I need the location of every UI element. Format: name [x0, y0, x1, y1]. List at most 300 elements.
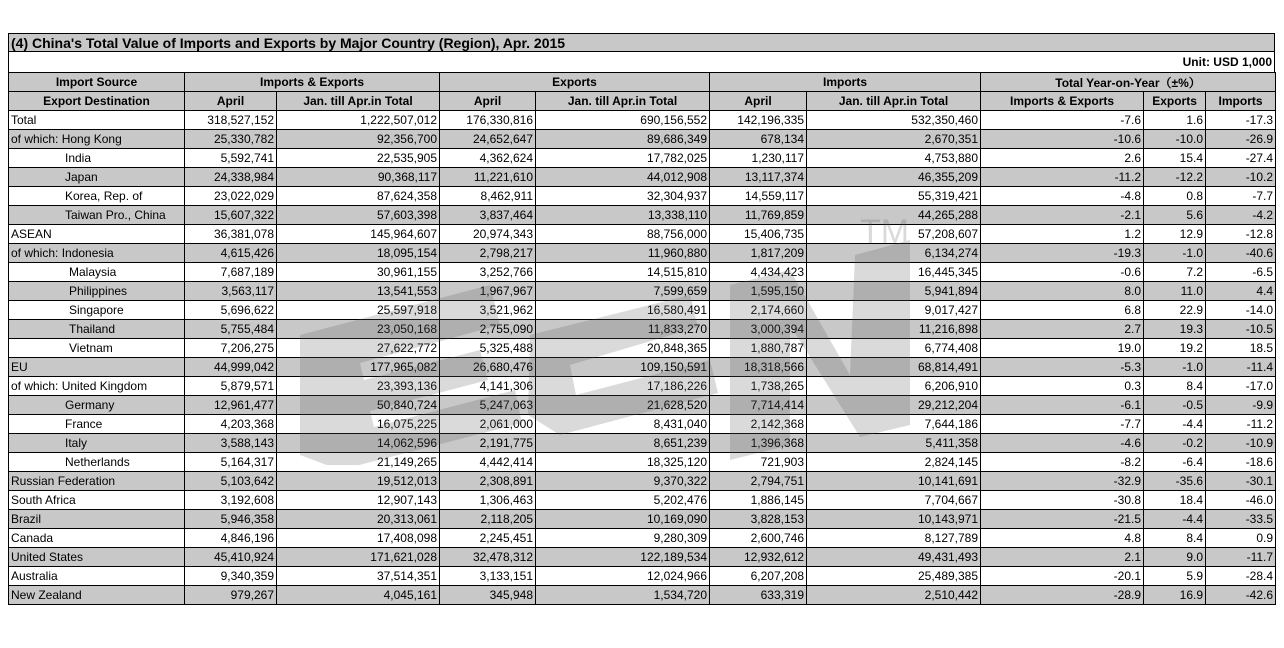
cell-ex-apr: 32,478,312 [440, 548, 536, 567]
cell-ie-tot: 145,964,607 [277, 225, 440, 244]
row-label: Australia [9, 567, 185, 586]
cell-im-tot: 2,670,351 [807, 130, 981, 149]
table-row [9, 339, 1276, 358]
cell-ie-tot: 12,907,143 [277, 491, 440, 510]
header-imports-exports: Imports & Exports [185, 73, 440, 92]
row-label: EU [9, 358, 185, 377]
cell-ie-tot: 1,222,507,012 [277, 111, 440, 130]
cell-y-im: -27.4 [1206, 149, 1276, 168]
cell-ex-tot: 690,156,552 [536, 111, 710, 130]
header-row-1 [9, 73, 1276, 92]
table-row [9, 529, 1276, 548]
cell-y-ex: -4.4 [1144, 510, 1206, 529]
cell-y-ie: 0.3 [981, 377, 1144, 396]
cell-y-ie: -28.9 [981, 586, 1144, 605]
cell-y-ie: -11.2 [981, 168, 1144, 187]
cell-ex-apr: 4,141,306 [440, 377, 536, 396]
cell-ex-apr: 2,118,205 [440, 510, 536, 529]
cell-y-ie: -2.1 [981, 206, 1144, 225]
cell-ex-tot: 88,756,000 [536, 225, 710, 244]
table-row [9, 149, 1276, 168]
cell-y-im: 4.4 [1206, 282, 1276, 301]
cell-im-apr: 1,880,787 [710, 339, 807, 358]
cell-y-im: -10.9 [1206, 434, 1276, 453]
cell-ie-apr: 5,879,571 [185, 377, 277, 396]
cell-ie-apr: 5,164,317 [185, 453, 277, 472]
watermark-tm: TM [860, 215, 910, 251]
table-row [9, 130, 1276, 149]
cell-im-apr: 11,769,859 [710, 206, 807, 225]
cell-y-ie: 6.8 [981, 301, 1144, 320]
cell-ie-tot: 16,075,225 [277, 415, 440, 434]
cell-ex-tot: 10,169,090 [536, 510, 710, 529]
cell-y-ex: 19.2 [1144, 339, 1206, 358]
header-yoy: Total Year-on-Year（±%） [981, 73, 1276, 92]
cell-ex-tot: 122,189,534 [536, 548, 710, 567]
cell-im-tot: 7,704,667 [807, 491, 981, 510]
cell-y-ex: 22.9 [1144, 301, 1206, 320]
cell-y-im: -28.4 [1206, 567, 1276, 586]
row-label: Russian Federation [9, 472, 185, 491]
cell-ie-apr: 979,267 [185, 586, 277, 605]
cell-y-ie: 2.7 [981, 320, 1144, 339]
cell-y-ie: 2.1 [981, 548, 1144, 567]
cell-ie-apr: 4,203,368 [185, 415, 277, 434]
row-label: France [9, 415, 185, 434]
cell-y-ex: 9.0 [1144, 548, 1206, 567]
cell-ex-apr: 11,221,610 [440, 168, 536, 187]
cell-y-ie: -7.6 [981, 111, 1144, 130]
cell-ie-tot: 37,514,351 [277, 567, 440, 586]
cell-y-ie: -21.5 [981, 510, 1144, 529]
cell-ex-tot: 12,024,966 [536, 567, 710, 586]
cell-ie-tot: 23,393,136 [277, 377, 440, 396]
cell-ex-tot: 1,534,720 [536, 586, 710, 605]
cell-ex-apr: 3,252,766 [440, 263, 536, 282]
cell-y-im: -33.5 [1206, 510, 1276, 529]
cell-ex-tot: 16,580,491 [536, 301, 710, 320]
cell-y-ex: 1.6 [1144, 111, 1206, 130]
cell-ex-tot: 8,651,239 [536, 434, 710, 453]
cell-y-im: -11.4 [1206, 358, 1276, 377]
cell-y-ex: 0.8 [1144, 187, 1206, 206]
cell-im-apr: 1,738,265 [710, 377, 807, 396]
trade-table [8, 72, 1276, 605]
cell-ex-tot: 14,515,810 [536, 263, 710, 282]
cell-ie-apr: 7,687,189 [185, 263, 277, 282]
cell-im-tot: 5,941,894 [807, 282, 981, 301]
cell-ex-apr: 345,948 [440, 586, 536, 605]
cell-im-apr: 1,817,209 [710, 244, 807, 263]
cell-ex-apr: 5,325,488 [440, 339, 536, 358]
row-label: United States [9, 548, 185, 567]
header-row-2 [9, 92, 1276, 111]
cell-ie-apr: 23,022,029 [185, 187, 277, 206]
header-im-total: Jan. till Apr.in Total [807, 92, 981, 111]
cell-im-apr: 18,318,566 [710, 358, 807, 377]
table-body [9, 111, 1276, 605]
cell-y-ie: 19.0 [981, 339, 1144, 358]
cell-y-ie: 1.2 [981, 225, 1144, 244]
cell-y-ie: -20.1 [981, 567, 1144, 586]
cell-ie-apr: 318,527,152 [185, 111, 277, 130]
cell-ie-apr: 5,755,484 [185, 320, 277, 339]
table-row [9, 111, 1276, 130]
header-imports: Imports [710, 73, 981, 92]
cell-ie-apr: 5,103,642 [185, 472, 277, 491]
cell-y-ie: 4.8 [981, 529, 1144, 548]
cell-y-im: -12.8 [1206, 225, 1276, 244]
cell-y-ie: 2.6 [981, 149, 1144, 168]
header-ie-total: Jan. till Apr.in Total [277, 92, 440, 111]
row-label: South Africa [9, 491, 185, 510]
cell-im-tot: 10,141,691 [807, 472, 981, 491]
cell-im-tot: 16,445,345 [807, 263, 981, 282]
cell-ie-apr: 3,563,117 [185, 282, 277, 301]
unit-label: Unit: USD 1,000 [8, 52, 1275, 72]
cell-y-ex: 18.4 [1144, 491, 1206, 510]
row-label: Total [9, 111, 185, 130]
table-row [9, 244, 1276, 263]
cell-ie-tot: 23,050,168 [277, 320, 440, 339]
cell-im-tot: 6,134,274 [807, 244, 981, 263]
row-label: Germany [9, 396, 185, 415]
cell-im-tot: 2,510,442 [807, 586, 981, 605]
row-label: Taiwan Pro., China [9, 206, 185, 225]
cell-y-ex: -1.0 [1144, 358, 1206, 377]
table-row [9, 168, 1276, 187]
row-label: Philippines [9, 282, 185, 301]
row-label: ASEAN [9, 225, 185, 244]
cell-ex-tot: 32,304,937 [536, 187, 710, 206]
cell-ex-tot: 11,960,880 [536, 244, 710, 263]
cell-im-tot: 49,431,493 [807, 548, 981, 567]
cell-ie-tot: 90,368,117 [277, 168, 440, 187]
row-label: New Zealand [9, 586, 185, 605]
cell-im-apr: 1,396,368 [710, 434, 807, 453]
cell-im-apr: 2,174,660 [710, 301, 807, 320]
cell-im-tot: 2,824,145 [807, 453, 981, 472]
cell-y-ex: -0.5 [1144, 396, 1206, 415]
cell-ie-tot: 19,512,013 [277, 472, 440, 491]
cell-ex-apr: 8,462,911 [440, 187, 536, 206]
cell-ex-tot: 5,202,476 [536, 491, 710, 510]
cell-im-tot: 5,411,358 [807, 434, 981, 453]
cell-ie-tot: 4,045,161 [277, 586, 440, 605]
row-label: Italy [9, 434, 185, 453]
cell-im-apr: 15,406,735 [710, 225, 807, 244]
cell-y-ex: -12.2 [1144, 168, 1206, 187]
cell-im-tot: 11,216,898 [807, 320, 981, 339]
cell-im-tot: 6,774,408 [807, 339, 981, 358]
cell-ie-tot: 21,149,265 [277, 453, 440, 472]
table-row [9, 510, 1276, 529]
header-exports: Exports [440, 73, 710, 92]
table-row [9, 453, 1276, 472]
table-row [9, 377, 1276, 396]
header-im-april: April [710, 92, 807, 111]
cell-im-apr: 3,000,394 [710, 320, 807, 339]
cell-y-im: -11.2 [1206, 415, 1276, 434]
cell-y-ex: 12.9 [1144, 225, 1206, 244]
cell-ex-apr: 2,191,775 [440, 434, 536, 453]
row-label: Netherlands [9, 453, 185, 472]
cell-ex-apr: 2,798,217 [440, 244, 536, 263]
cell-ex-tot: 109,150,591 [536, 358, 710, 377]
cell-ex-apr: 2,755,090 [440, 320, 536, 339]
cell-im-tot: 10,143,971 [807, 510, 981, 529]
cell-ex-apr: 1,967,967 [440, 282, 536, 301]
trade-table-container [8, 33, 1275, 605]
cell-ie-apr: 3,588,143 [185, 434, 277, 453]
cell-y-ex: 8.4 [1144, 529, 1206, 548]
cell-y-im: -40.6 [1206, 244, 1276, 263]
row-label: Singapore [9, 301, 185, 320]
cell-y-ie: -30.8 [981, 491, 1144, 510]
cell-ie-tot: 18,095,154 [277, 244, 440, 263]
row-label: Korea, Rep. of [9, 187, 185, 206]
cell-y-im: -9.9 [1206, 396, 1276, 415]
cell-ie-tot: 92,356,700 [277, 130, 440, 149]
cell-im-tot: 57,208,607 [807, 225, 981, 244]
cell-ex-apr: 176,330,816 [440, 111, 536, 130]
cell-im-apr: 14,559,117 [710, 187, 807, 206]
row-label: Vietnam [9, 339, 185, 358]
cell-ie-tot: 177,965,082 [277, 358, 440, 377]
cell-y-ex: 5.9 [1144, 567, 1206, 586]
cell-ie-apr: 36,381,078 [185, 225, 277, 244]
cell-im-apr: 1,230,117 [710, 149, 807, 168]
cell-ex-tot: 11,833,270 [536, 320, 710, 339]
table-row [9, 472, 1276, 491]
cell-ie-apr: 24,338,984 [185, 168, 277, 187]
cell-ie-apr: 45,410,924 [185, 548, 277, 567]
cell-ex-apr: 20,974,343 [440, 225, 536, 244]
row-label: of which: Hong Kong [9, 130, 185, 149]
table-row [9, 434, 1276, 453]
cell-ex-apr: 4,442,414 [440, 453, 536, 472]
cell-im-tot: 9,017,427 [807, 301, 981, 320]
header-ex-april: April [440, 92, 536, 111]
table-row [9, 206, 1276, 225]
cell-y-ex: 7.2 [1144, 263, 1206, 282]
cell-im-tot: 68,814,491 [807, 358, 981, 377]
cell-y-ex: -10.0 [1144, 130, 1206, 149]
table-row [9, 187, 1276, 206]
cell-ex-apr: 2,308,891 [440, 472, 536, 491]
cell-y-ie: -19.3 [981, 244, 1144, 263]
cell-im-apr: 1,886,145 [710, 491, 807, 510]
cell-y-im: -10.2 [1206, 168, 1276, 187]
cell-y-ie: -10.6 [981, 130, 1144, 149]
cell-im-tot: 6,206,910 [807, 377, 981, 396]
cell-y-im: -18.6 [1206, 453, 1276, 472]
cell-ex-tot: 21,628,520 [536, 396, 710, 415]
cell-ie-tot: 87,624,358 [277, 187, 440, 206]
header-yoy-ex: Exports [1144, 92, 1206, 111]
cell-im-apr: 2,142,368 [710, 415, 807, 434]
cell-ex-tot: 20,848,365 [536, 339, 710, 358]
cell-im-tot: 4,753,880 [807, 149, 981, 168]
table-row [9, 225, 1276, 244]
cell-im-tot: 7,644,186 [807, 415, 981, 434]
cell-ex-apr: 2,061,000 [440, 415, 536, 434]
cell-ie-tot: 17,408,098 [277, 529, 440, 548]
cell-ex-apr: 24,652,647 [440, 130, 536, 149]
row-label: Canada [9, 529, 185, 548]
cell-y-ie: -5.3 [981, 358, 1144, 377]
cell-y-ie: -32.9 [981, 472, 1144, 491]
table-row [9, 320, 1276, 339]
cell-y-im: -42.6 [1206, 586, 1276, 605]
cell-im-apr: 678,134 [710, 130, 807, 149]
cell-im-apr: 2,794,751 [710, 472, 807, 491]
cell-im-apr: 6,207,208 [710, 567, 807, 586]
header-yoy-ie: Imports & Exports [981, 92, 1144, 111]
cell-y-ex: 5.6 [1144, 206, 1206, 225]
cell-ie-tot: 25,597,918 [277, 301, 440, 320]
table-row [9, 491, 1276, 510]
cell-im-apr: 13,117,374 [710, 168, 807, 187]
cell-y-im: -11.7 [1206, 548, 1276, 567]
cell-im-tot: 8,127,789 [807, 529, 981, 548]
header-export-destination: Export Destination [9, 92, 185, 111]
cell-y-ex: -1.0 [1144, 244, 1206, 263]
cell-ie-apr: 5,592,741 [185, 149, 277, 168]
cell-ie-tot: 27,622,772 [277, 339, 440, 358]
row-label: Japan [9, 168, 185, 187]
cell-y-im: -6.5 [1206, 263, 1276, 282]
cell-ie-apr: 15,607,322 [185, 206, 277, 225]
table-title: (4) China's Total Value of Imports and Exports by Major Country (Region), Apr. 2015 [8, 33, 1275, 52]
cell-im-apr: 12,932,612 [710, 548, 807, 567]
cell-ex-tot: 17,186,226 [536, 377, 710, 396]
cell-y-im: -7.7 [1206, 187, 1276, 206]
cell-y-im: -14.0 [1206, 301, 1276, 320]
cell-im-tot: 532,350,460 [807, 111, 981, 130]
cell-ie-apr: 4,615,426 [185, 244, 277, 263]
row-label: Malaysia [9, 263, 185, 282]
cell-ie-tot: 57,603,398 [277, 206, 440, 225]
cell-y-ie: -4.8 [981, 187, 1144, 206]
cell-im-tot: 46,355,209 [807, 168, 981, 187]
cell-im-apr: 633,319 [710, 586, 807, 605]
cell-ie-tot: 171,621,028 [277, 548, 440, 567]
cell-ex-apr: 3,837,464 [440, 206, 536, 225]
cell-ex-tot: 9,370,322 [536, 472, 710, 491]
cell-ex-apr: 3,521,962 [440, 301, 536, 320]
cell-y-im: -26.9 [1206, 130, 1276, 149]
row-label: of which: United Kingdom [9, 377, 185, 396]
cell-im-apr: 4,434,423 [710, 263, 807, 282]
cell-ex-tot: 9,280,309 [536, 529, 710, 548]
cell-ex-apr: 26,680,476 [440, 358, 536, 377]
cell-y-ex: -6.4 [1144, 453, 1206, 472]
table-row [9, 282, 1276, 301]
cell-ex-tot: 8,431,040 [536, 415, 710, 434]
cell-y-im: 18.5 [1206, 339, 1276, 358]
cell-im-tot: 25,489,385 [807, 567, 981, 586]
cell-ex-apr: 3,133,151 [440, 567, 536, 586]
row-label: Thailand [9, 320, 185, 339]
cell-ex-tot: 17,782,025 [536, 149, 710, 168]
cell-im-tot: 44,265,288 [807, 206, 981, 225]
table-row [9, 415, 1276, 434]
cell-y-im: -17.0 [1206, 377, 1276, 396]
table-row [9, 586, 1276, 605]
cell-ie-apr: 12,961,477 [185, 396, 277, 415]
table-row [9, 548, 1276, 567]
table-row [9, 301, 1276, 320]
cell-ex-apr: 2,245,451 [440, 529, 536, 548]
header-ex-total: Jan. till Apr.in Total [536, 92, 710, 111]
cell-y-im: -46.0 [1206, 491, 1276, 510]
cell-im-apr: 7,714,414 [710, 396, 807, 415]
row-label: Brazil [9, 510, 185, 529]
cell-im-apr: 721,903 [710, 453, 807, 472]
cell-y-ie: -7.7 [981, 415, 1144, 434]
table-row [9, 396, 1276, 415]
cell-y-ex: 16.9 [1144, 586, 1206, 605]
cell-ex-apr: 4,362,624 [440, 149, 536, 168]
row-label: of which: Indonesia [9, 244, 185, 263]
cell-im-tot: 29,212,204 [807, 396, 981, 415]
table-row [9, 567, 1276, 586]
header-ie-april: April [185, 92, 277, 111]
cell-im-apr: 142,196,335 [710, 111, 807, 130]
cell-ex-tot: 44,012,908 [536, 168, 710, 187]
cell-y-ex: 19.3 [1144, 320, 1206, 339]
cell-y-ie: -8.2 [981, 453, 1144, 472]
row-label: India [9, 149, 185, 168]
cell-y-ie: -6.1 [981, 396, 1144, 415]
cell-y-ie: -4.6 [981, 434, 1144, 453]
cell-ex-tot: 18,325,120 [536, 453, 710, 472]
cell-ex-apr: 5,247,063 [440, 396, 536, 415]
cell-y-ie: -0.6 [981, 263, 1144, 282]
cell-ie-tot: 14,062,596 [277, 434, 440, 453]
cell-im-tot: 55,319,421 [807, 187, 981, 206]
table-row [9, 263, 1276, 282]
cell-ie-apr: 5,946,358 [185, 510, 277, 529]
cell-y-ex: -4.4 [1144, 415, 1206, 434]
cell-ie-apr: 4,846,196 [185, 529, 277, 548]
cell-y-ex: 11.0 [1144, 282, 1206, 301]
cell-ie-apr: 44,999,042 [185, 358, 277, 377]
cell-im-apr: 2,600,746 [710, 529, 807, 548]
header-import-source: Import Source [9, 73, 185, 92]
cell-y-im: 0.9 [1206, 529, 1276, 548]
cell-ex-tot: 7,599,659 [536, 282, 710, 301]
header-yoy-im: Imports [1206, 92, 1276, 111]
cell-ie-tot: 30,961,155 [277, 263, 440, 282]
cell-ie-apr: 3,192,608 [185, 491, 277, 510]
cell-ie-tot: 50,840,724 [277, 396, 440, 415]
cell-y-ex: -35.6 [1144, 472, 1206, 491]
table-row [9, 358, 1276, 377]
cell-ie-tot: 22,535,905 [277, 149, 440, 168]
cell-y-ex: 8.4 [1144, 377, 1206, 396]
cell-y-im: -4.2 [1206, 206, 1276, 225]
cell-im-apr: 1,595,150 [710, 282, 807, 301]
cell-ie-apr: 7,206,275 [185, 339, 277, 358]
cell-y-ex: 15.4 [1144, 149, 1206, 168]
cell-y-ie: 8.0 [981, 282, 1144, 301]
cell-ie-tot: 13,541,553 [277, 282, 440, 301]
cell-ie-apr: 9,340,359 [185, 567, 277, 586]
cell-y-im: -30.1 [1206, 472, 1276, 491]
cell-ie-apr: 5,696,622 [185, 301, 277, 320]
